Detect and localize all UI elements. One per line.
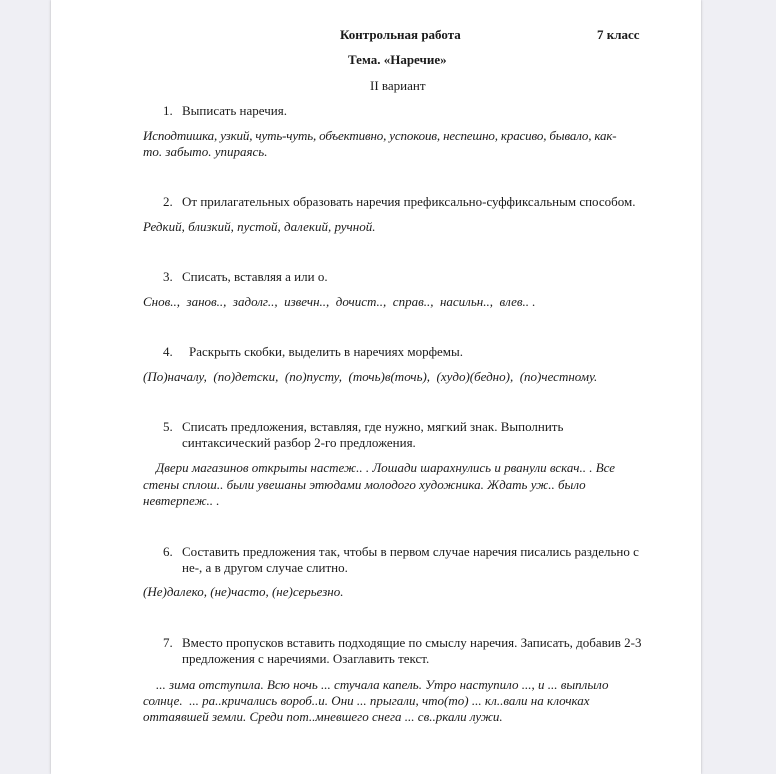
- task-number: 1.: [163, 103, 173, 118]
- task-number: 7.: [163, 635, 173, 650]
- task-example-line: (По)началу, (по)детски, (по)пусту, (точь)в(точь), (худо)(бедно), (по)честному.: [143, 369, 598, 384]
- task-number: 3.: [163, 269, 173, 284]
- task-number: 6.: [163, 544, 173, 559]
- task-number: 2.: [163, 194, 173, 209]
- task-example-line: солнце. ... ра..кричались вороб..и. Они ... прыгали, что(то) ... кл..вали на клочках: [143, 693, 590, 708]
- document-title: Контрольная работа: [340, 27, 461, 42]
- task-number: 5.: [163, 419, 173, 434]
- grade-label: 7 класс: [597, 27, 640, 42]
- task-instruction: синтаксический разбор 2-го предложения.: [182, 435, 416, 450]
- task-example-line: стены сплош.. были увешаны этюдами молодого художника. Ждать уж.. было: [143, 477, 586, 492]
- task-example-line: то. забыто. упираясь.: [143, 144, 268, 159]
- task-number: 4.: [163, 344, 173, 359]
- task-instruction: Составить предложения так, чтобы в первом случае наречия писались раздельно с: [182, 544, 639, 559]
- task-example-line: Снов.., занов.., задолг.., извечн.., дочист.., справ.., насильн.., влев.. .: [143, 294, 536, 309]
- task-instruction: Раскрыть скобки, выделить в наречиях морфемы.: [189, 344, 463, 359]
- task-instruction: Вместо пропусков вставить подходящие по смыслу наречия. Записать, добавив 2-3: [182, 635, 642, 650]
- task-example-line: оттаявшей земли. Среди пот..мневшего снега ... св..ркали лужи.: [143, 709, 503, 724]
- task-example-line: Исподтишка, узкий, чуть-чуть, объективно, успокоив, неспешно, красиво, бывало, как-: [143, 128, 617, 143]
- task-example-line: (Не)далеко, (не)часто, (не)серьезно.: [143, 584, 344, 599]
- task-instruction: От прилагательных образовать наречия префиксально-суффиксальным способом.: [182, 194, 636, 209]
- task-example-line: невтерпеж.. .: [143, 493, 220, 508]
- task-instruction: Списать предложения, вставляя, где нужно, мягкий знак. Выполнить: [182, 419, 564, 434]
- document-page: [51, 0, 701, 774]
- task-instruction: Списать, вставляя а или о.: [182, 269, 328, 284]
- task-example-line: Двери магазинов открыты настеж.. . Лошади шарахнулись и рванули вскач.. . Все: [143, 460, 616, 475]
- task-instruction: предложения с наречиями. Озаглавить текст.: [182, 651, 430, 666]
- task-example-line: Редкий, близкий, пустой, далекий, ручной.: [143, 219, 376, 234]
- task-example-line: ... зима отступила. Всю ночь ... стучала капель. Утро наступило ..., и ... выплыло: [143, 677, 609, 692]
- variant-label: II вариант: [370, 78, 426, 93]
- topic-heading: Тема. «Наречие»: [348, 52, 447, 67]
- task-instruction: Выписать наречия.: [182, 103, 287, 118]
- task-instruction: не-, а в другом случае слитно.: [182, 560, 348, 575]
